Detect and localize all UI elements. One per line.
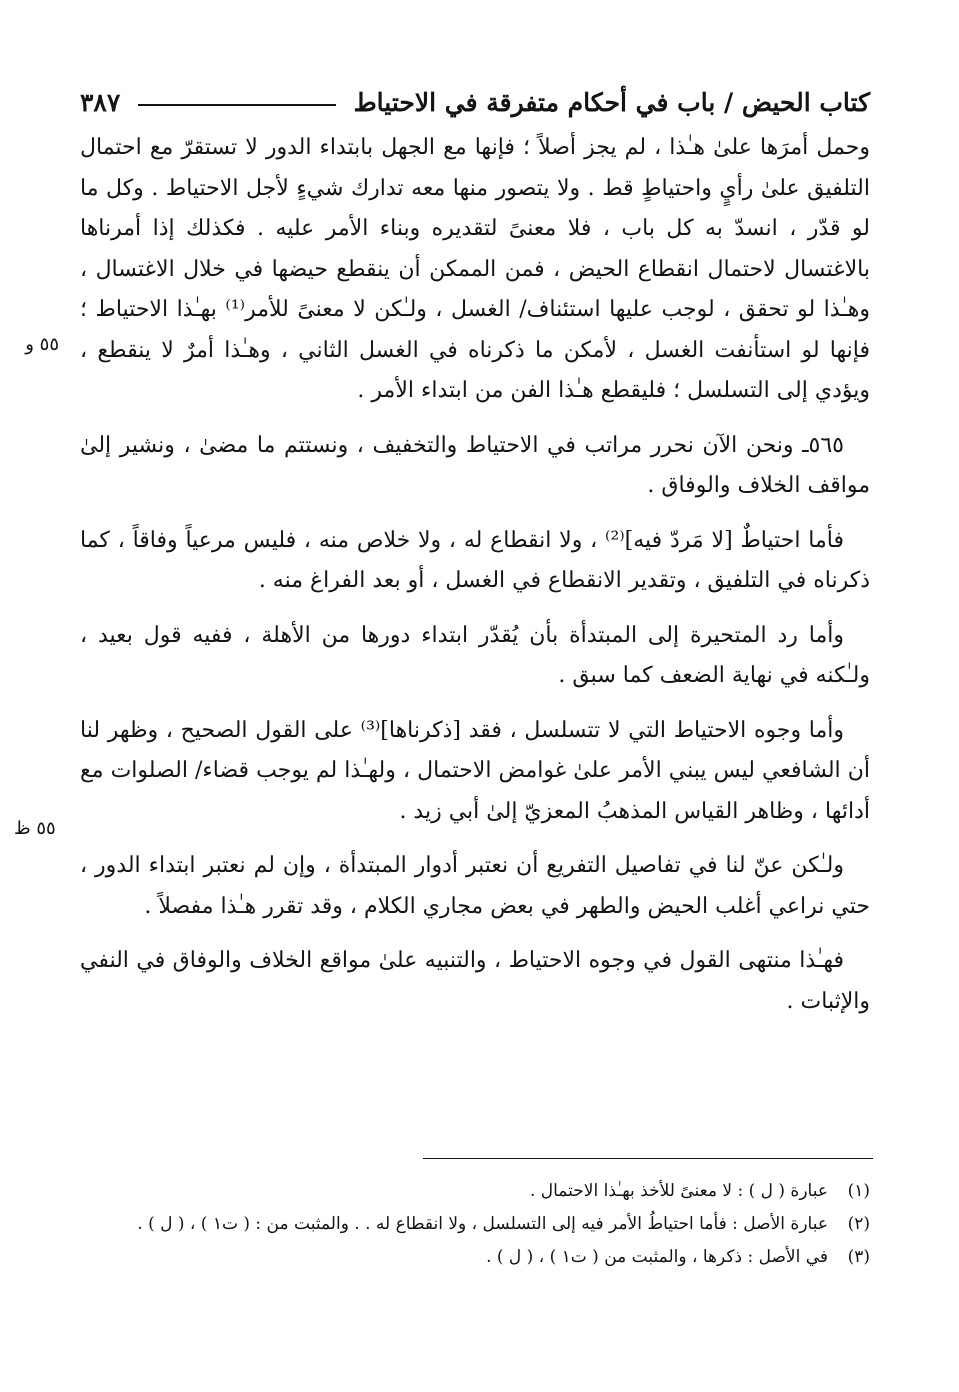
paragraph: وأما وجوه الاحتياط التي لا تتسلسل ، فقد [ذكرناها]⁽³⁾ على القول الصحيح ، وظهر لنا أن الشافعي ليس يبني الأمر علىٰ غوامض الاحتمال ، ولهـٰذا لم يوجب قضاء/ الصلوات مع أدائها ، وظاهر القياس المذهبُ المعزيّ إلىٰ أبي زيد .: [80, 717, 870, 824]
main-text: [80, 128, 870, 1036]
footnote: [120, 1242, 870, 1273]
footnote: [120, 1176, 870, 1207]
footnote-text: في الأصل : ذكرها ، والمثبت من ( ت١ ) ، ( ل ) .: [486, 1247, 828, 1267]
manuscript-folio-note: ٥٥ و: [25, 334, 59, 355]
footnote-number: (٢): [847, 1214, 870, 1234]
chapter-title: كتاب الحيض / باب في أحكام متفرقة في الاحتياط: [353, 87, 870, 117]
manuscript-folio-note: ٥٥ ظ: [14, 818, 56, 839]
header-rule: [138, 104, 335, 106]
paragraph: فهـٰذا منتهى القول في وجوه الاحتياط ، والتنبيه علىٰ مواقع الخلاف والوفاق في النفي والإثبات .: [80, 948, 870, 1014]
footnote-number: (٣): [847, 1247, 870, 1267]
footnote-text: عبارة الأصل : فأما احتياطُ الأمر فيه إلى التسلسل ، ولا انقطاع له . . والمثبت من : ( ت١ ) ، ( ل ) .: [137, 1214, 828, 1234]
paragraph: ولـٰكن عنّ لنا في تفاصيل التفريع أن نعتبر أدوار المبتدأة ، وإن لم نعتبر ابتداء الدور ، حتي نراعي أغلب الحيض والطهر في بعض مجاري الكلام ، وقد تقرر هـٰذا مفصلاً .: [80, 853, 870, 919]
paragraph: وأما رد المتحيرة إلى المبتدأة بأن يُقدّر ابتداء دورها من الأهلة ، ففيه قول بعيد ، ولـٰكنه في نهاية الضعف كما سبق .: [80, 622, 870, 688]
running-header: [80, 82, 870, 122]
footnote: [120, 1209, 870, 1240]
page-number: ٣٨٧: [80, 87, 121, 117]
footnote-separator: [423, 1158, 873, 1159]
paragraph: ٥٦٥ـ ونحن الآن نحرر مراتب في الاحتياط والتخفيف ، ونستتم ما مضىٰ ، ونشير إلىٰ مواقف الخلاف والوفاق .: [80, 432, 870, 498]
footnote-text: عبارة ( ل ) : لا معنىً للأخذ بهـٰذا الاحتمال .: [529, 1181, 828, 1201]
paragraph: فأما احتياطٌ [لا مَردّ فيه]⁽²⁾ ، ولا انقطاع له ، ولا خلاص منه ، فليس مرعياً وفاقاً ، كما ذكرناه في التلفيق ، وتقدير الانقطاع في الغسل ، أو بعد الفراغ منه .: [80, 527, 870, 593]
footnotes: [120, 1176, 870, 1275]
paragraph: وحمل أمرَها علىٰ هـٰذا ، لم يجز أصلاً ؛ فإنها مع الجهل بابتداء الدور لا تستقرّ مع احتمال التلفيق علىٰ رأيٍ واحتياطٍ قط . ولا يتصور منها معه تدارك شيءٍ لأجل الاحتياط . وكل ما لو قدّر ، انسدّ به كل باب ، فلا معنىً لتقديره وبناء الأمر عليه . فكذلك إذا أمرناها بالاغتسال لاحتمال انقطاع الحيض ، فمن الممكن أن ينقطع حيضها في خلال الاغتسال ، وهـٰذا لو تحقق ، لوجب عليها استئناف/ الغسل ، ولـٰكن لا معنىً للأمر⁽¹⁾ بهـٰذا الاحتياط ؛ فإنها لو استأنفت الغسل ، لأمكن ما ذكرناه في الغسل الثاني ، وهـٰذا أمرٌ لا ينقطع ، ويؤدي إلى التسلسل ؛ فليقطع هـٰذا الفن من ابتداء الأمر .: [80, 135, 870, 403]
footnote-number: (١): [847, 1181, 870, 1201]
